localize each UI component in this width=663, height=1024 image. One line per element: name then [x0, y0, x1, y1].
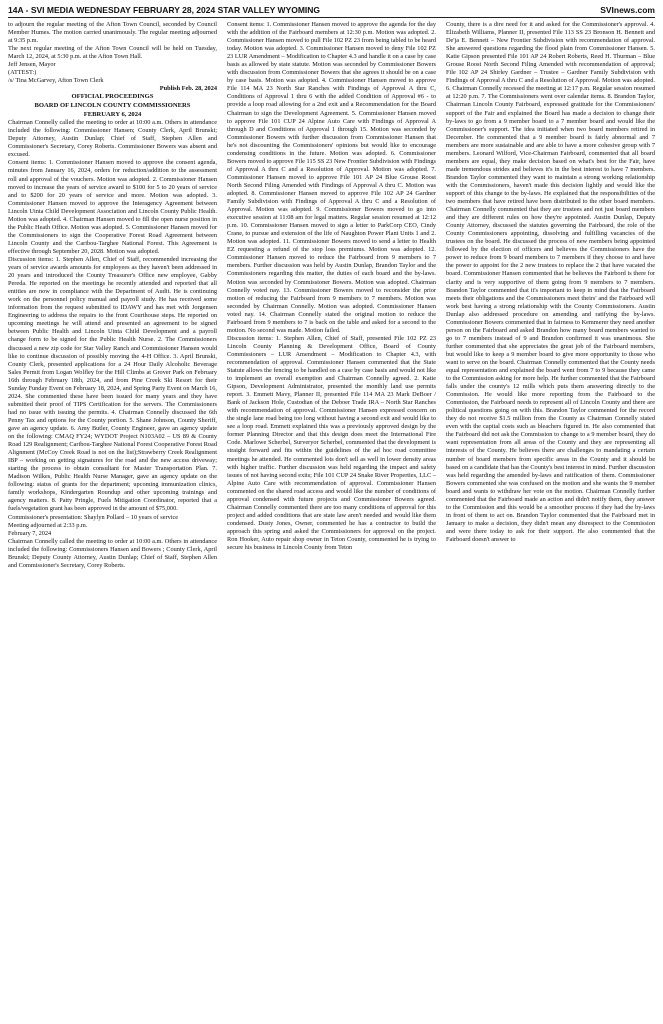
masthead-issue-line: 14A - SVI MEDIA WEDNESDAY FEBRUARY 28, 2024 STAR VALLEY WYOMING: [8, 5, 321, 15]
paragraph: Chairman Connelly called the meeting to order at 10:00 a.m. Others in attendance included the following: Commissioner Hansen; County Clerk, April Brunski; Deputy Attorney, Austin Dunlap; Chief of Staff, Stephen Allen and Commissioner's Secretary, Corey Roberts. Commissioner Bowers was absent and excused.: [8, 119, 217, 159]
attest-label: (ATTEST:): [8, 69, 37, 77]
paragraph: The next regular meeting of the Afton Town Council will be held on Tuesday, March 12, 2024, at 5:30 p.m. at the Afton Town Hall.: [8, 45, 217, 61]
column-1: [8, 21, 217, 1019]
signature-clerk: /s/ Tina McGarvey, Afton Town Clerk: [8, 77, 104, 85]
paragraph: to adjourn the regular meeting of the Afton Town Council, seconded by Council Member Humes. The motion carried unanimously. The regular meeting adjourned at 9:35 p.m.: [8, 21, 217, 45]
column-3: [446, 21, 655, 1019]
paragraph: Meeting adjourned at 2:33 p.m.: [8, 521, 88, 529]
masthead-website[interactable]: SVInews.com: [600, 5, 655, 15]
masthead: [8, 4, 655, 16]
paragraph: Commissioner's presentation: Shaylyn Pollard – 10 years of service: [8, 513, 179, 521]
paragraph: Consent items: 1. Commissioner Hansen moved to approve the agenda for the day with the addition of the Fairboard members at 12:30 p.m. Motion was adopted. 2. Commissioner Hansen moved to pull File 102 PZ 23 from being tabled to be heard today. Motion was adopted. 3. Commissioner Hansen moved to deny File 102 PZ 23 LUR Amendment – Modification to Chapter 4.3 and handle it on a case by case basis as allowed by state statute. Motion was seconded by Commissioner Bowers with discussion from Commissioner Bowers that she agrees it should be on a case by case basis. Motion was adopted. 4. Commissioner Hansen moved to approve File 114 MA 23 North Star Ranches with Findings of Approval A thru C, Conditions of Approval 1 thru 6 with the added Condition of Approval #6 - to provide a loop road allowing for a 2nd exit and a Recommendation for the Board Chairman to sign the Development Agreement. 5. Commissioner Hansen moved to approve File 101 CUP 24 Alpine Auto Care with Findings of Approval A through D and Conditions of Approval 1 through 15. Motion was seconded by Commissioner Bowers with further discussion from Commissioner Hansen that he's not discounting the Commissioners' opinions but would like to encourage condensing conditions in the future. Motion was adopted. 6. Commissioner Bowers moved to approve File 115 SS 23 New Frontier Subdivision with Findings of Approval A thru C and a Resolution of Approval. Motion was adopted. 7. Commissioner Hansen moved to approve File 101 AP 24 Blue Grouse Roost North Second Filing Amended with Findings of Approval A thru C. Motion was adopted. 8. Commissioner Hansen moved to approve File 102 AP 24 Gardner Family Subdivision with Findings of Approval A thru C and a Resolution of Approval. Motion was adopted. 9. Commissioner Bowers moved to go into executive session at 11:08 am for legal matters. Regular session resumed at 12:12 p.m. 10. Commissioner Hansen moved to sign a letter to ParkCorp CEO, Cindy Crane, to pursue and extension of the life of Naughton Power Plant Units 1 and 2. Motion was adopted. 11. Commissioner Bowers moved to send a letter to Health EZ requesting a refund of the stop loss premiums. Motion was adopted. 12. Commissioner Hansen moved to reduce the Fairboard from 9 members to 7 members. Further discussion was held by Austin Dunlap, Brandon Taylor and the Commissioners regarding this matter, the duties of each board and the by-laws. Motion was seconded by Commissioner Bowers. Motion was adopted. Chairman Connelly voted nay. 13. Commissioner Bowers moved to reconsider the prior motion of reducing the Fairboard from 9 members to 7 members. Motion was seconded by Chairman Connelly. Motion was adopted. Commissioner Hansen voted nay. 14. Chairman Connelly stated the original motion to reduce the Fairboard from 9 members to 7 is back on the table and asked for a second to the motion. No second was made. Motion failed.: [227, 21, 436, 334]
paragraph: Discussion items: 1. Stephen Allen, Chief of Staff, recommended increasing the years of service awards amounts for employees as they haven't been addressed in 20 years and introduced the County Treasurer's Office new employee, Gabby Pereda. He reported on the meetings he recently attended and reported that all entities are now in compliance with the Department of Audit. He is continuing work on the personnel policy manual and payroll study. He has received some information from the request submitted to IDAWY and has met with Jorgensen Engineering to address the repairs to the front Courthouse steps. He reported on upcoming meetings he will attend and presented an agreement to be signed between Public Health and Lincoln Uinta Child Development and a payroll change form to be signed for the Public Health Nurse. 2. The Commissioners discussed a new zip code for Star Valley Ranch and Commissioner Hansen would like to continue discussion of possibly moving the 4-H Office. 3. April Brunski, County Clerk, presented applications for a 24 Hour Daily Alcoholic Beverage Sales Permit from Logan Wolfley for the Hill Climbs at Grover Park on February 16th through February 18th, 2024, and from Pine Creek Ski Resort for their Sunday Funday Event on February 18, 2024, and Spring Party Event on March 16, 2024. She commented these have been issued for many years and they have submitted their proof of TIPS Certification for the servers. The Commissioners had no issue with issuing the permits. 4. Chairman Connelly discussed the 6th Penny Tax and options for the County portion. 5. Shane Johnson, County Sheriff, gave an agency update. 6. Amy Butler, County Engineer, gave an agency update on the following: CMAQ FY24; WYDOT Project N103A02 – US 89 & County Road 129 Realignment; Caribou-Targhee National Forest Cooperative Forest Road Alignment (McCoy Creek Road is not on the list);Strawberry Creek Realignment IBP – working on getting signatures for the road and the new access driveway; starting the process to obtain consultant for Master Transportation Plan. 7. Madison Wilkes, Public Health Nurse Manager, gave an agency update on the following: status of grants for the department; upcoming immunization clinics, family workshops, Kindergarten Roundup and other upcoming trainings and agency matters. 8. Patty Pringle, Fuels Mitigation Coordinator, reported that a fuels/vegetation grant has been approved in the amount of $75,000.: [8, 256, 217, 513]
masthead-divider: [8, 17, 655, 18]
paragraph: Discussion items: 1. Stephen Allen, Chief of Staff, presented File 102 PZ 23 Lincoln County Planning & Development Office, Board of County Commissioners – LUR Amendment – Modification to Chapter 4.3, with recommendation of approval. Commissioner Hansen commented that the State Statute allows the fencing to be handled on a case by case basis and would not like to implement an overall exemption and Chairman Connelly agreed. 2. Katie Gipson, Development Administrator, presented the monthly land use permits report. 3. Emmett Mavy, Planner II, presented File 114 MA 23 Mark DeBoer / Bank of Jackson Hole, Custodian of the Deboer Trade IRA – North Star Ranches with recommendation of approval. Commissioner Hansen expressed concern on the single lane road being too long without having a second exit and would like to see a loop road. Emmett explained this was a previously approved design by the former Planning Director and that this design does meet the International Fire Code. Marlowe Scherbel, Surveryor Scherbel, commented that the development is straight forward and fits within the guidelines of the ad hoc road committee meetings he attended. He commented lots don't sell as well in lower density areas with higher traffic. Further discussion was held regarding the impact and safety issues of not having second exits; File 101 CUP 24 Snake River Properties, LLC – Alpine Auto Care with recommendation of approval. Commissioner Hansen commented on the shared road access and would like the number of conditions of approval condensed with future projects and Commissioner Bowers agreed. Chairman Connelly commented there are too many conditions of approval for this project and added conditions that are state law aren't needed and would like them condensed. Dusty Jones, Owner, commented he has a contractor to build the approach this spring and asked the Commissioners for approval on the project. Ron Hooker, Auto repair shop owner in Teton County, commented he is trying to secure his business in Lincoln County from Teton: [227, 334, 436, 552]
publish-date: Publish Feb. 28, 2024: [159, 85, 217, 93]
paragraph: County, there is a dire need for it and asked for the Commissioner's approval. 4. Elizabeth Williams, Planner II, presented File 113 SS 23 Bronson H. Bennett and De'ja E. Bennett – New Frontier Subdivision with recommendation of approval. She answered questions regarding the flood plain from Commissioner Hansen. 5. Katie Gipson presented File 101 AP 24 Robert Roberts, Reed H. Thurman – Blue Grouse Roost North Second Filing Amended with recommendation of approval; File 102 AP 24 Shirley Gardner – Trustee – Gardner Family Subdivision with Findings of Approval A thru C and a Resolution of Approval. Motion was adopted. 6. Chairman Connelly recessed the meeting at 12:17 p.m. Regular session resumed at 12:20 p.m. 7. The Commissioners went over calendar items. 8. Brandon Taylor, Chairman Lincoln County Fairboard, expressed gratitude for the Commissioners' support of the Fair and explained the Board has made a decision to change their by-laws to go from a 9 member board to a 7 member board and would like the Commissioner's support. The idea initiated when two board members retired in December. He commented that a 9 member board is fairly abnormal and 7 members are more sustainable and are able to have a more cohesive group with 7 members. Leonard Wilford, Vice-Chairman Fairboard, commented that all board members are equal, they make decision based on what's best for the Fair, have made tremendous strides and believes it's in the best interest to have 7 members. Brandon Taylor commented they want to maintain a strong working relationship with the Commissioners, haven't made this decision lightly and would like the support of this change to the by-laws. He explained that the responsibilities of the two members that have retired have been distributed to the other board members. Chairman Connelly commented that they are trustees and not just board members and they are different rules on how they're appointed. Austin Dunlap, Deputy County Attorney, discussed the statutes governing the Fairboard, the role of the County Commissioners appointing, dissolving and fulfilling vacancies of the trustees on the board. He discussed the process of new members being appointed followed by the election of officers and believes the Commissioners have the power to reduce from 9 board members to 7 members if they choose to and have the power to appoint for the 2 new trustees to replace the 2 that have vacated the board. Commissioner Hansen commented that he believes the Fairbord is there for clarity and is very supportive of them going from 9 members to 7 members. Brandon Taylor commented that it's important to keep in mind that the Fairboard meets their obligations and the Commissioners meet theirs' and the Fairboard will work best having a strong relationship with the County Commissioners. Austin Dunlap also addressed procedure on amending and ratifying the by-laws. Commissioner Bowers commented that in fairness to Kemmerer they need another person on the Fairboard and asked Brandon how many board members wanted to go to 7 members instead of 9 and Brandon confirmed it was unanimous. She further commented that she appreciates the great job of the Fairboard members, but would like to keep a 9 member board to give more opportunity to those who want to serve on the board. Chairman Connelly commented that the County needs equal representation and explained the board went from 7 to 9 because they came to the Commission asking for more help. He further commented that the Fairboard falls under the county's 12 mills which puts them answering directly to the Commission. He would like more reporting from the Fairboard to the Commission, the Fairboard needs to represent all of Lincoln County and there are political questions going on with this. Brandon Taylor commented for the record they do not receive $1.5 million from the County as Chairman Connelly stated even with the capital costs such as bleachers figured in. He also commented that the Fairboard did not ask the Commission to change to a 9 member board, they do want representation from all areas of the County and they are representing all interests of the County. He believes there are challenges to mandating a certain number of board members from specific areas in the County and it should be based on a candidate that has the County's best interest in mind. Further discussion was held regarding the amended by-laws and ratification of them. Commissioner Bowers commented she was confused on the motion and she wants the 9 member board and wants to withdraw her vote on the motion. Chairman Connelly further commented that the Fairboard made an action and didn't notify them, they answer to the Commission and this would be a smoother process if they had the by-laws in front of them to act on. Brandon Taylor commented that the Fairboard met in January to make a decision, they didn't mean any disrespect to the Commission and were there today to ask for their support. He also commented that the Fairboard doesn't answer to: [446, 21, 655, 543]
section-heading: OFFICIAL PROCEEDINGS: [71, 93, 154, 101]
paragraph: Consent items: 1. Commissioner Hansen moved to approve the consent agenda, minutes from January 16, 2024, orders for reduction/addition to the assessment roll and approval of the vouchers. Motion was adopted. 2. Commissioner Hansen moved to increase the years of service award to $100 for 5 to 20 years of service and to $200 for 20 years of service and more. Motion was adopted. 3. Commissioner Hansen moved to approve the Interagency Agreement between Lincoln Uinta Child Development Association and Lincoln County Public Health. Motion was adopted. 4. Chairman Hansen moved to fill the open nurse position in the Public Heath Office. Motion was adopted. 5. Commissioner Hansen moved for the Commissioners to sign the Cooperative Forest Road Agreement between Lincoln County and the Caribou-Targhee National Forest. This Agreement is effective through September 20, 2028. Motion was adopted.: [8, 159, 217, 255]
paragraph: February 7, 2024: [8, 529, 52, 537]
paragraph: Chairman Connelly called the meeting to order at 10:00 a.m. Others in attendance included the following: Commissioners Hansen and Bowers ; County Clerk, April Brunski; Deputy County Attorney, Austin Dunlap; Chief of Staff, Stephen Allen and Commissioner's Secretary, Corey Roberts.: [8, 537, 217, 569]
signature-mayor: Jeff Jensen, Mayor: [8, 61, 56, 69]
column-2: [227, 21, 436, 1019]
section-date: FEBRUARY 6, 2024: [83, 110, 142, 118]
article-columns: [8, 21, 655, 1019]
section-subheading: BOARD OF LINCOLN COUNTY COMMISSIONERS: [34, 102, 191, 110]
